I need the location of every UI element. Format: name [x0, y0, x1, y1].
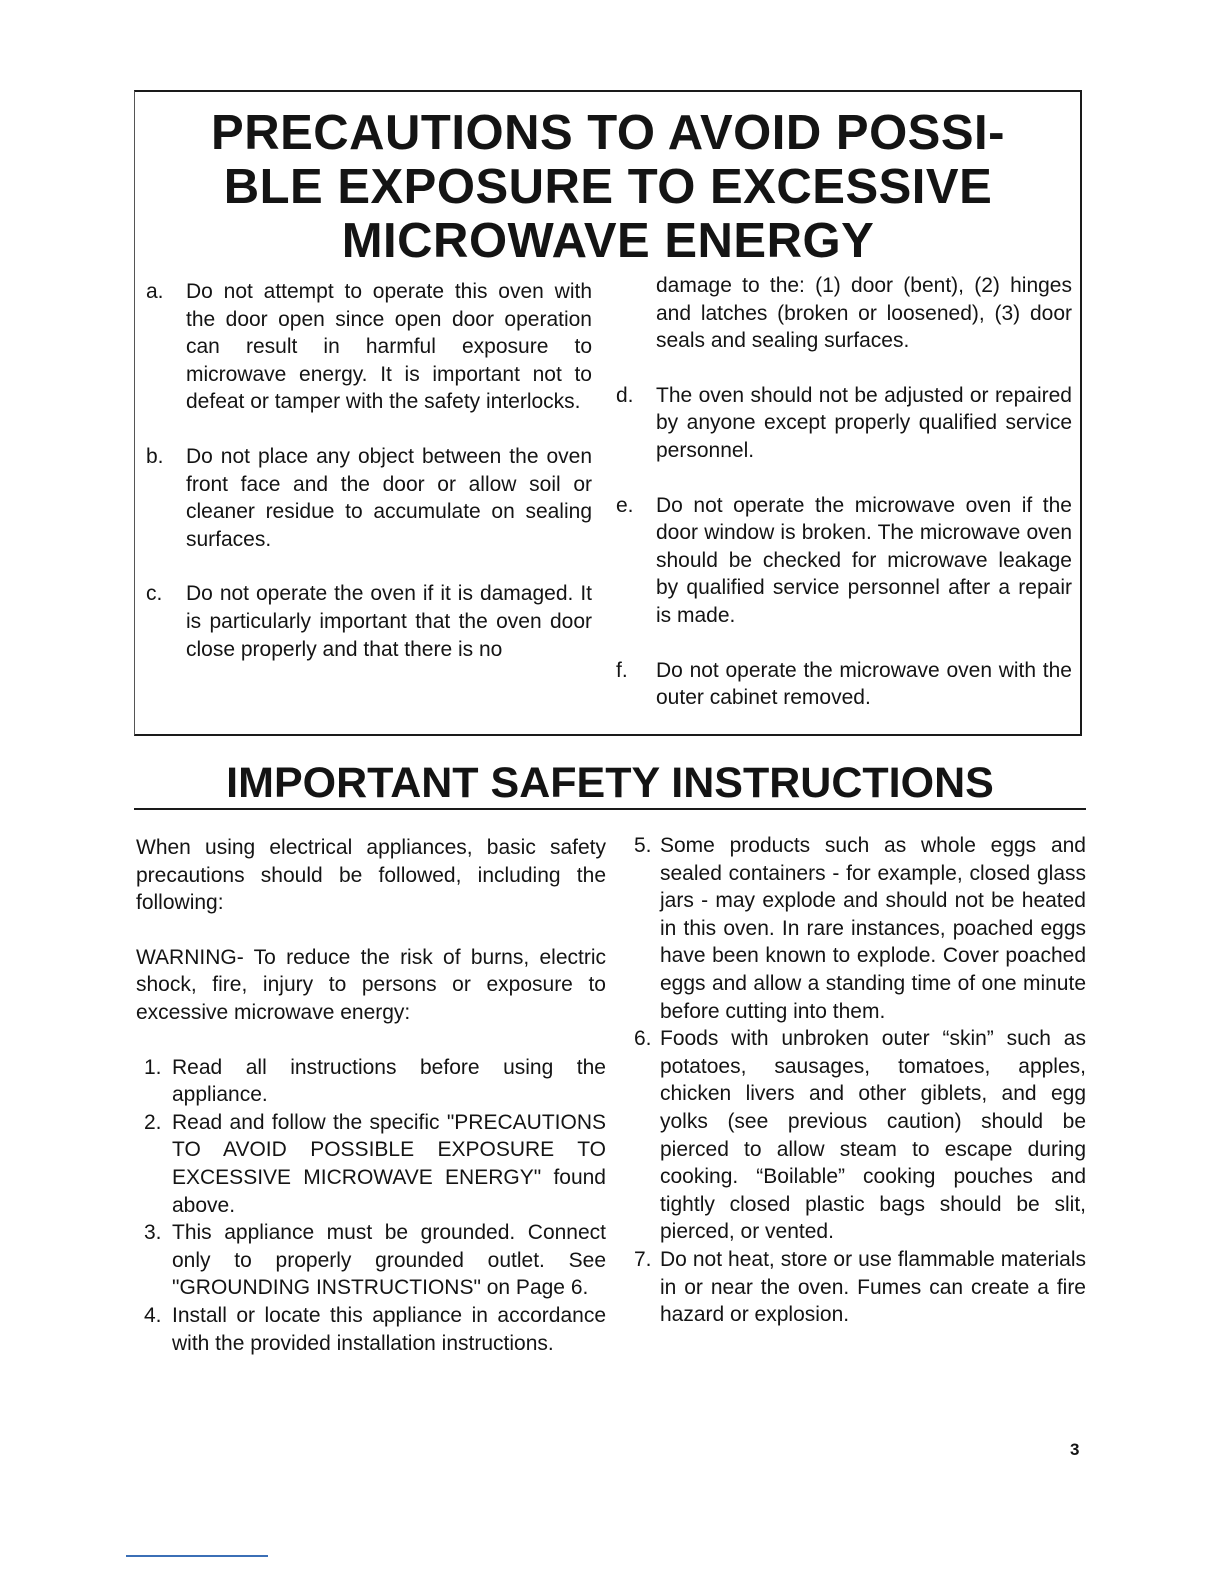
precaution-item-e [616, 492, 1072, 630]
precaution-item-a [146, 278, 592, 416]
precautions-title-line: PRECAUTIONS TO AVOID POSSI- [211, 106, 1005, 160]
safety-item-3 [136, 1219, 606, 1302]
safety-column-right [634, 832, 1086, 1329]
item-marker: d. [616, 383, 634, 407]
item-text: Install or locate this appliance in accordance with the provided installation instructions. [172, 1303, 606, 1355]
page-number: 3 [1070, 1440, 1080, 1459]
item-marker: 3. [144, 1221, 162, 1245]
item-text: Do not heat, store or use flammable materials in or near the oven. Fumes can create a fire hazard or explosion. [660, 1247, 1086, 1327]
item-text: Foods with unbroken outer “skin” such as potatoes, sausages, tomatoes, apples, chicken livers and other giblets, and egg yolks (see previous caution) should be pierced to allow steam to escape during cooking. “Boilable” cooking pouches and tightly closed plastic bags should be slit, pierced, or vented. [660, 1027, 1086, 1244]
item-marker: 4. [144, 1303, 162, 1327]
item-text: Read all instructions before using the appliance. [172, 1055, 606, 1107]
precautions-title-line: MICROWAVE ENERGY [341, 214, 875, 268]
item-text: Do not operate the microwave oven if the door window is broken. The microwave oven should be checked for microwave leakage by qualified service personnel after a repair is made. [656, 493, 1072, 627]
item-marker: c. [146, 582, 163, 606]
precautions-column-right [616, 272, 1072, 712]
precaution-item-c [146, 580, 592, 663]
safety-item-2 [136, 1109, 606, 1219]
item-marker: 5. [634, 834, 652, 857]
precaution-item-d [616, 382, 1072, 465]
item-marker: 6. [634, 1027, 652, 1051]
item-marker: a. [146, 280, 164, 303]
item-text: Do not attempt to operate this oven with the door open since open door operation can result in harmful exposure to microwave energy. It is important not to defeat or tamper with the safety interlocks. [186, 280, 592, 414]
safety-instructions-title: IMPORTANT SAFETY INSTRUCTIONS [226, 759, 994, 807]
safety-column-left [136, 834, 606, 1357]
footer-rule [126, 1555, 268, 1557]
safety-item-5 [634, 832, 1086, 1025]
item-text: Do not operate the oven if it is damaged. It is particularly important that the oven door close properly and that there is no [186, 582, 592, 661]
item-text: This appliance must be grounded. Connect only to properly grounded outlet. See "GROUNDING INSTRUCTIONS" on Page 6. [172, 1221, 606, 1300]
safety-intro: When using electrical appliances, basic safety precautions should be followed, including the following: [136, 836, 606, 915]
precaution-item-c-continued: damage to the: (1) door (bent), (2) hinges and latches (broken or loosened), (3) door seals and sealing surfaces. [656, 274, 1072, 353]
safety-item-7 [634, 1246, 1086, 1329]
safety-warning: WARNING- To reduce the risk of burns, electric shock, fire, injury to persons or exposure to excessive microwave energy: [136, 945, 606, 1024]
section-divider [134, 808, 1086, 810]
item-text: Do not operate the microwave oven with the outer cabinet removed. [656, 658, 1072, 710]
precautions-column-left [146, 278, 592, 663]
item-marker: b. [146, 444, 164, 468]
precautions-title-line: BLE EXPOSURE TO EXCESSIVE [223, 160, 993, 214]
item-marker: 1. [144, 1055, 162, 1079]
precautions-title [134, 106, 1082, 268]
item-text: Read and follow the specific "PRECAUTIONS TO AVOID POSSIBLE EXPOSURE TO EXCESSIVE MICROWAVE ENERGY" found above. [172, 1110, 606, 1217]
item-marker: 2. [144, 1110, 162, 1134]
item-marker: f. [616, 658, 628, 682]
precaution-item-b [146, 443, 592, 553]
item-marker: 7. [634, 1247, 652, 1271]
item-text: Some products such as whole eggs and sealed containers - for example, closed glass jars - may explode and should not be heated in this oven. In rare instances, poached eggs have been known to explode. Cover poached eggs and allow a standing time of one minute before cutting into them. [660, 834, 1086, 1023]
safety-item-4 [136, 1302, 606, 1357]
item-marker: e. [616, 493, 634, 517]
item-text: Do not place any object between the oven front face and the door or allow soil or cleaner residue to accumulate on sealing surfaces. [186, 444, 592, 551]
safety-item-1 [136, 1054, 606, 1109]
item-text: The oven should not be adjusted or repaired by anyone except properly qualified service personnel. [656, 383, 1072, 462]
precaution-item-f [616, 657, 1072, 712]
safety-item-6 [634, 1025, 1086, 1246]
